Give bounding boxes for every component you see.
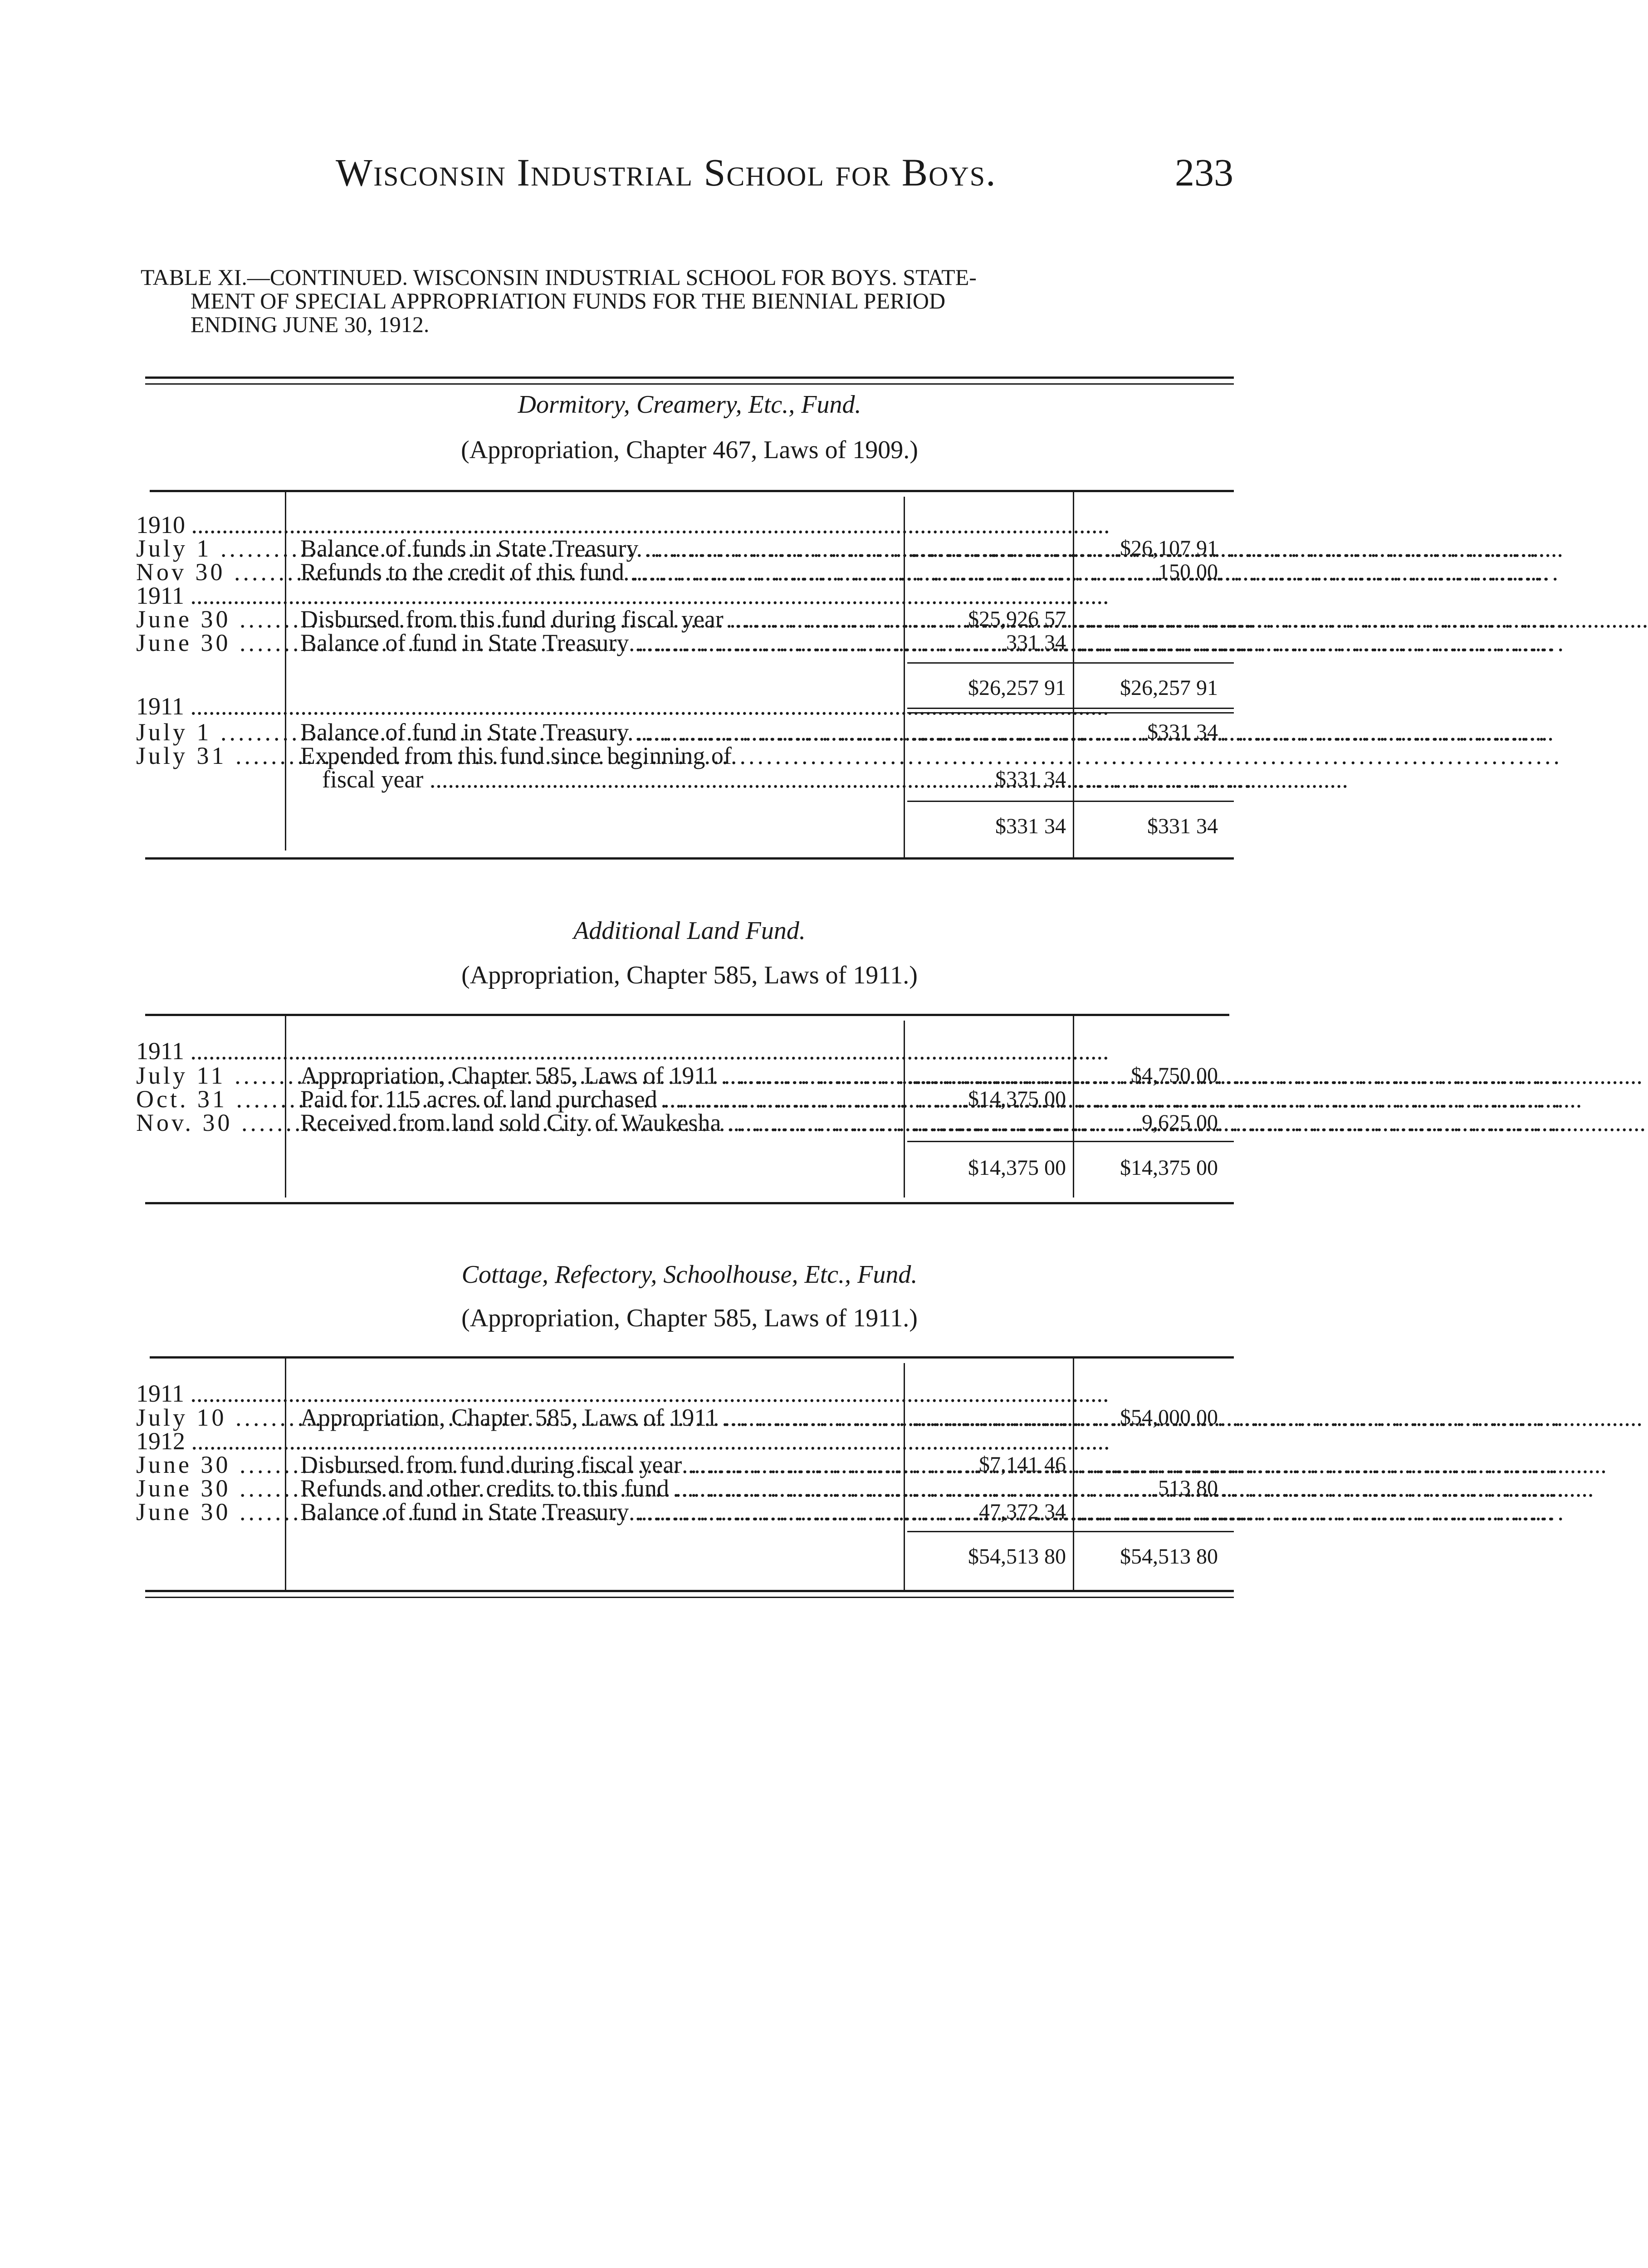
row-amount-debit: $14,375 00 — [968, 1087, 1066, 1111]
row-amount-credit: .................... — [1077, 1451, 1254, 1478]
table-row-year: 1912 ..... — [136, 1429, 272, 1453]
row-description: Paid for 115 acres of land purchased ..... — [300, 1087, 901, 1111]
table-row-year: 1911 ..... — [136, 694, 272, 719]
row-amount-debit: .................... — [912, 1475, 1089, 1502]
section-bottom-rule — [145, 1597, 1234, 1598]
double-rule-top — [145, 383, 1234, 385]
row-date: July 1 ..... — [136, 536, 272, 561]
row-description: Appropriation, Chapter 585, Laws of 1911 ..... — [300, 1405, 901, 1430]
row-date: July 10 ..... — [136, 1405, 272, 1430]
table-row-year: 1911 ..... — [136, 583, 272, 608]
row-amount-credit: .................... — [1077, 1085, 1254, 1113]
table-row-year: 1910 ..... — [136, 513, 272, 537]
section-title: Additional Land Fund. — [573, 917, 806, 945]
row-date: July 31 ..... — [136, 743, 272, 768]
row-amount-debit: .................... — [912, 535, 1089, 562]
row-amount-credit: $54,000 00 — [1120, 1405, 1218, 1429]
total-credit: $54,513 80 — [1120, 1545, 1218, 1569]
row-description: Received from land sold City of Waukesha ..... — [300, 1110, 901, 1135]
row-amount-credit: 150 00 — [1158, 560, 1218, 584]
table-row-year: 1911 ..... — [136, 1381, 272, 1406]
row-date: June 30 ..... — [136, 1476, 272, 1501]
row-description: Balance of fund in State Treasury ..... — [300, 720, 901, 744]
row-amount-debit: .................... — [912, 719, 1089, 746]
row-date: June 30 ..... — [136, 1452, 272, 1477]
section-bottom-rule — [145, 1590, 1234, 1592]
row-amount-credit: .................... — [1077, 629, 1254, 656]
row-amount-credit: .................... — [1077, 1498, 1254, 1525]
caption-line: MENT OF SPECIAL APPROPRIATION FUNDS FOR THE BIENNIAL PERIOD — [191, 288, 946, 313]
row-amount-debit: .................... — [912, 1404, 1089, 1431]
section-title: Cottage, Refectory, Schoolhouse, Etc., Fund. — [461, 1261, 918, 1289]
caption-line: ENDING JUNE 30, 1912. — [191, 312, 430, 337]
row-date: Nov 30 ..... — [136, 560, 272, 584]
sum-rule — [907, 801, 1234, 802]
total-debit: $26,257 91 — [968, 676, 1066, 700]
row-amount-debit: 331 34 — [1006, 631, 1066, 655]
total-credit: $331 34 — [1147, 814, 1218, 838]
row-description: Disbursed from fund during fiscal year ..... — [300, 1452, 901, 1477]
row-amount-credit: 513 80 — [1158, 1476, 1218, 1500]
row-date: June 30 ..... — [136, 607, 272, 631]
table-rule — [145, 1014, 1229, 1016]
section-title: Dormitory, Creamery, Etc., Fund. — [518, 391, 861, 419]
total-debit: $54,513 80 — [968, 1545, 1066, 1569]
caption-line: TABLE XI.—CONTINUED. WISCONSIN INDUSTRIAL SCHOOL FOR BOYS. STATE- — [141, 264, 977, 290]
row-amount-credit: .................... — [1077, 766, 1254, 793]
table-row-year: 1911 ..... — [136, 1039, 272, 1063]
sum-rule — [907, 1141, 1234, 1142]
sum-rule — [907, 1531, 1234, 1532]
running-title: Wisconsin Industrial School for Boys. — [336, 151, 997, 194]
row-amount-debit: $25,926 57 — [968, 607, 1066, 631]
sum-rule — [907, 662, 1234, 664]
row-description: Refunds and other credits to this fund ..... — [300, 1476, 901, 1501]
row-date: Nov. 30 ..... — [136, 1110, 272, 1135]
row-amount-credit: .................... — [1077, 606, 1254, 633]
row-amount-debit: $7,141 46 — [979, 1452, 1066, 1476]
row-date: July 1 ..... — [136, 720, 272, 744]
table-rule — [150, 1356, 1234, 1359]
total-credit: $26,257 91 — [1120, 676, 1218, 700]
row-amount-credit: $26,107 91 — [1120, 536, 1218, 560]
section-subtitle: (Appropriation, Chapter 585, Laws of 1911.) — [461, 961, 918, 989]
row-amount-credit: $4,750 00 — [1131, 1063, 1218, 1087]
total-debit: $14,375 00 — [968, 1156, 1066, 1180]
row-amount-debit: 47,372 34 — [979, 1500, 1066, 1524]
row-amount-debit: ....... ....... — [933, 558, 1066, 586]
table-caption — [141, 265, 1234, 336]
total-debit: $331 34 — [995, 814, 1066, 838]
section-bottom-rule — [145, 1202, 1234, 1204]
row-description: Disbursed from this fund during fiscal year ..... — [300, 607, 901, 631]
row-date: June 30 ..... — [136, 1500, 272, 1524]
double-rule-top — [145, 376, 1234, 379]
row-date: July 11 ..... — [136, 1063, 272, 1088]
row-date: June 30 ..... — [136, 631, 272, 655]
page-number: 233 — [1175, 151, 1233, 194]
section-subtitle: (Appropriation, Chapter 467, Laws of 1909.) — [461, 436, 918, 464]
row-description-continued: fiscal year ..... — [322, 767, 901, 792]
row-description: Appropriation, Chapter 585, Laws of 1911 ..... — [300, 1063, 901, 1088]
row-amount-debit: $331 34 — [995, 767, 1066, 791]
row-date: Oct. 31 ..... — [136, 1087, 272, 1111]
row-description: Balance of funds in State Treasury ..... — [300, 536, 901, 561]
row-description: Balance of fund in State Treasury ..... — [300, 631, 901, 655]
row-amount-debit: .................... — [912, 1109, 1089, 1136]
row-description: Balance of fund in State Treasury ..... — [300, 1500, 901, 1524]
row-amount-debit: .................... — [912, 1062, 1089, 1089]
row-description: Expended from this fund since beginning of — [300, 742, 732, 769]
total-credit: $14,375 00 — [1120, 1156, 1218, 1180]
table-rule — [150, 490, 1234, 492]
row-amount-credit: 9,625 00 — [1142, 1110, 1218, 1134]
row-description: Refunds to the credit of this fund ..... — [300, 560, 901, 584]
row-amount-credit: $331 34 — [1147, 720, 1218, 744]
section-subtitle: (Appropriation, Chapter 585, Laws of 1911.) — [461, 1304, 918, 1332]
section-bottom-rule — [145, 857, 1234, 860]
